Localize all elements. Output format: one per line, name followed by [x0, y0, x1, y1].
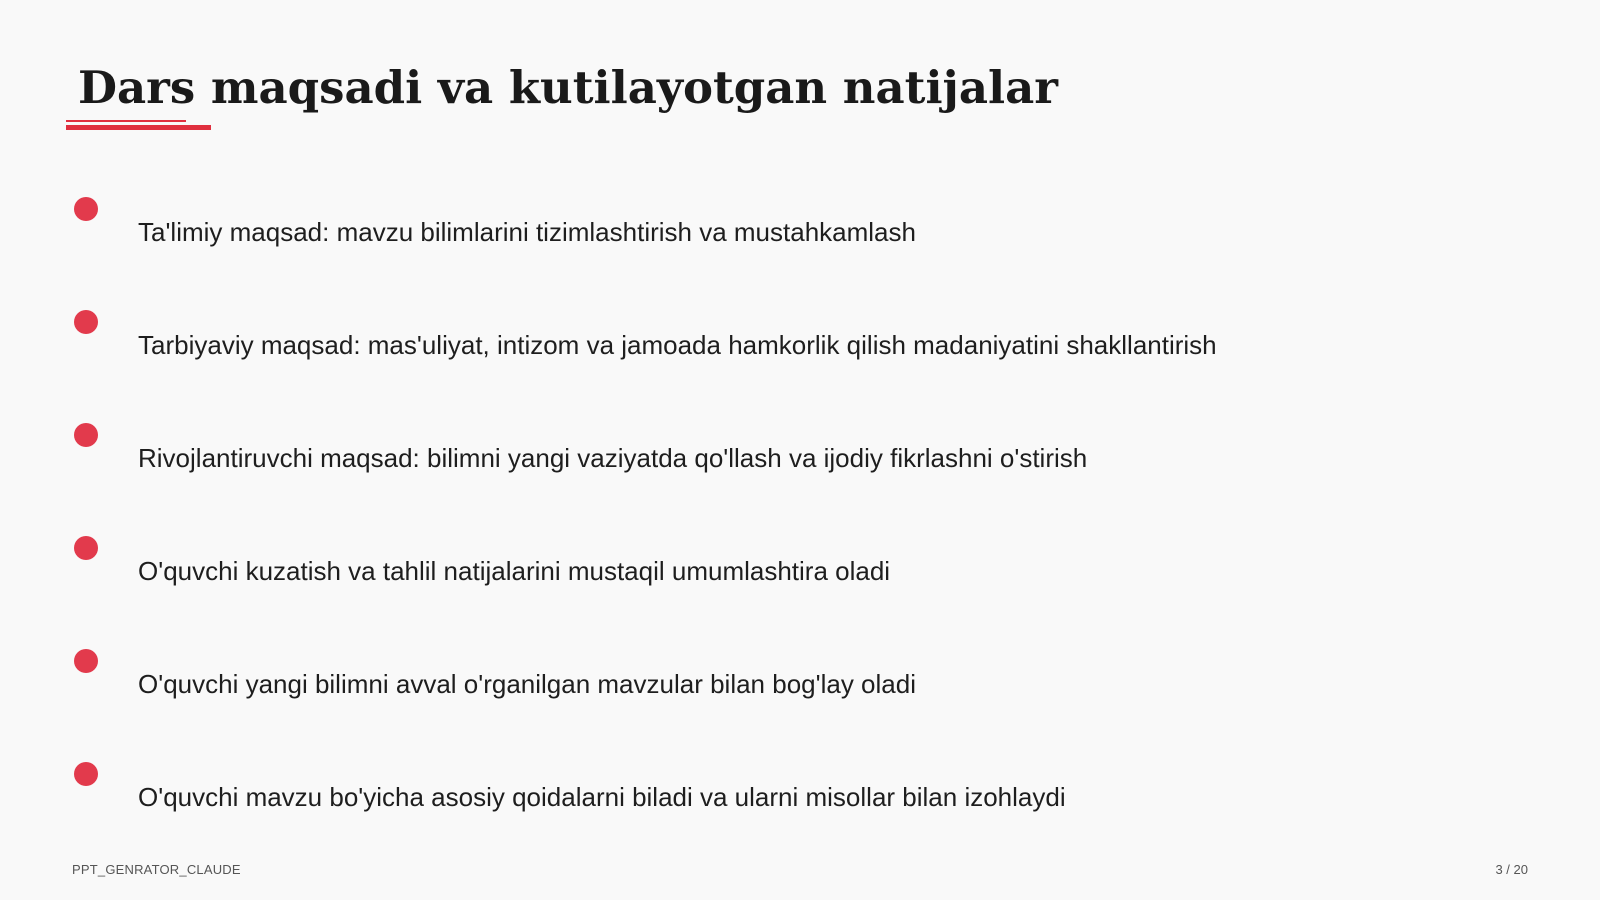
bullet-dot-icon [74, 310, 98, 334]
bullet-dot-icon [74, 649, 98, 673]
title-underline [66, 125, 211, 130]
bullet-item [0, 197, 1600, 257]
bullet-text: Rivojlantiruvchi maqsad: bilimni yangi vaziyatda qo'llash va ijodiy fikrlashni o'stirish [138, 443, 1088, 473]
bullet-dot-icon [74, 423, 98, 447]
bullet-item [0, 310, 1600, 370]
bullet-text: O'quvchi yangi bilimni avval o'rganilgan mavzular bilan bog'lay oladi [138, 669, 916, 699]
bullet-text: Tarbiyaviy maqsad: mas'uliyat, intizom va jamoada hamkorlik qilish madaniyatini shakllantirish [138, 330, 1217, 360]
page-number: 3 / 20 [1495, 862, 1528, 877]
bullet-item [0, 762, 1600, 822]
bullet-text: Ta'limiy maqsad: mavzu bilimlarini tizimlashtirish va mustahkamlash [138, 217, 916, 247]
bullet-dot-icon [74, 762, 98, 786]
footer-label: PPT_GENRATOR_CLAUDE [72, 862, 241, 877]
slide-title: Dars maqsadi va kutilayotgan natijalar [78, 61, 1058, 114]
bullet-item [0, 423, 1600, 483]
title-underline-accent [66, 120, 186, 122]
bullet-item [0, 649, 1600, 709]
bullet-dot-icon [74, 197, 98, 221]
bullet-item [0, 536, 1600, 596]
bullet-dot-icon [74, 536, 98, 560]
bullet-text: O'quvchi kuzatish va tahlil natijalarini mustaqil umumlashtira oladi [138, 556, 891, 586]
bullet-text: O'quvchi mavzu bo'yicha asosiy qoidalarni biladi va ularni misollar bilan izohlaydi [138, 782, 1066, 812]
